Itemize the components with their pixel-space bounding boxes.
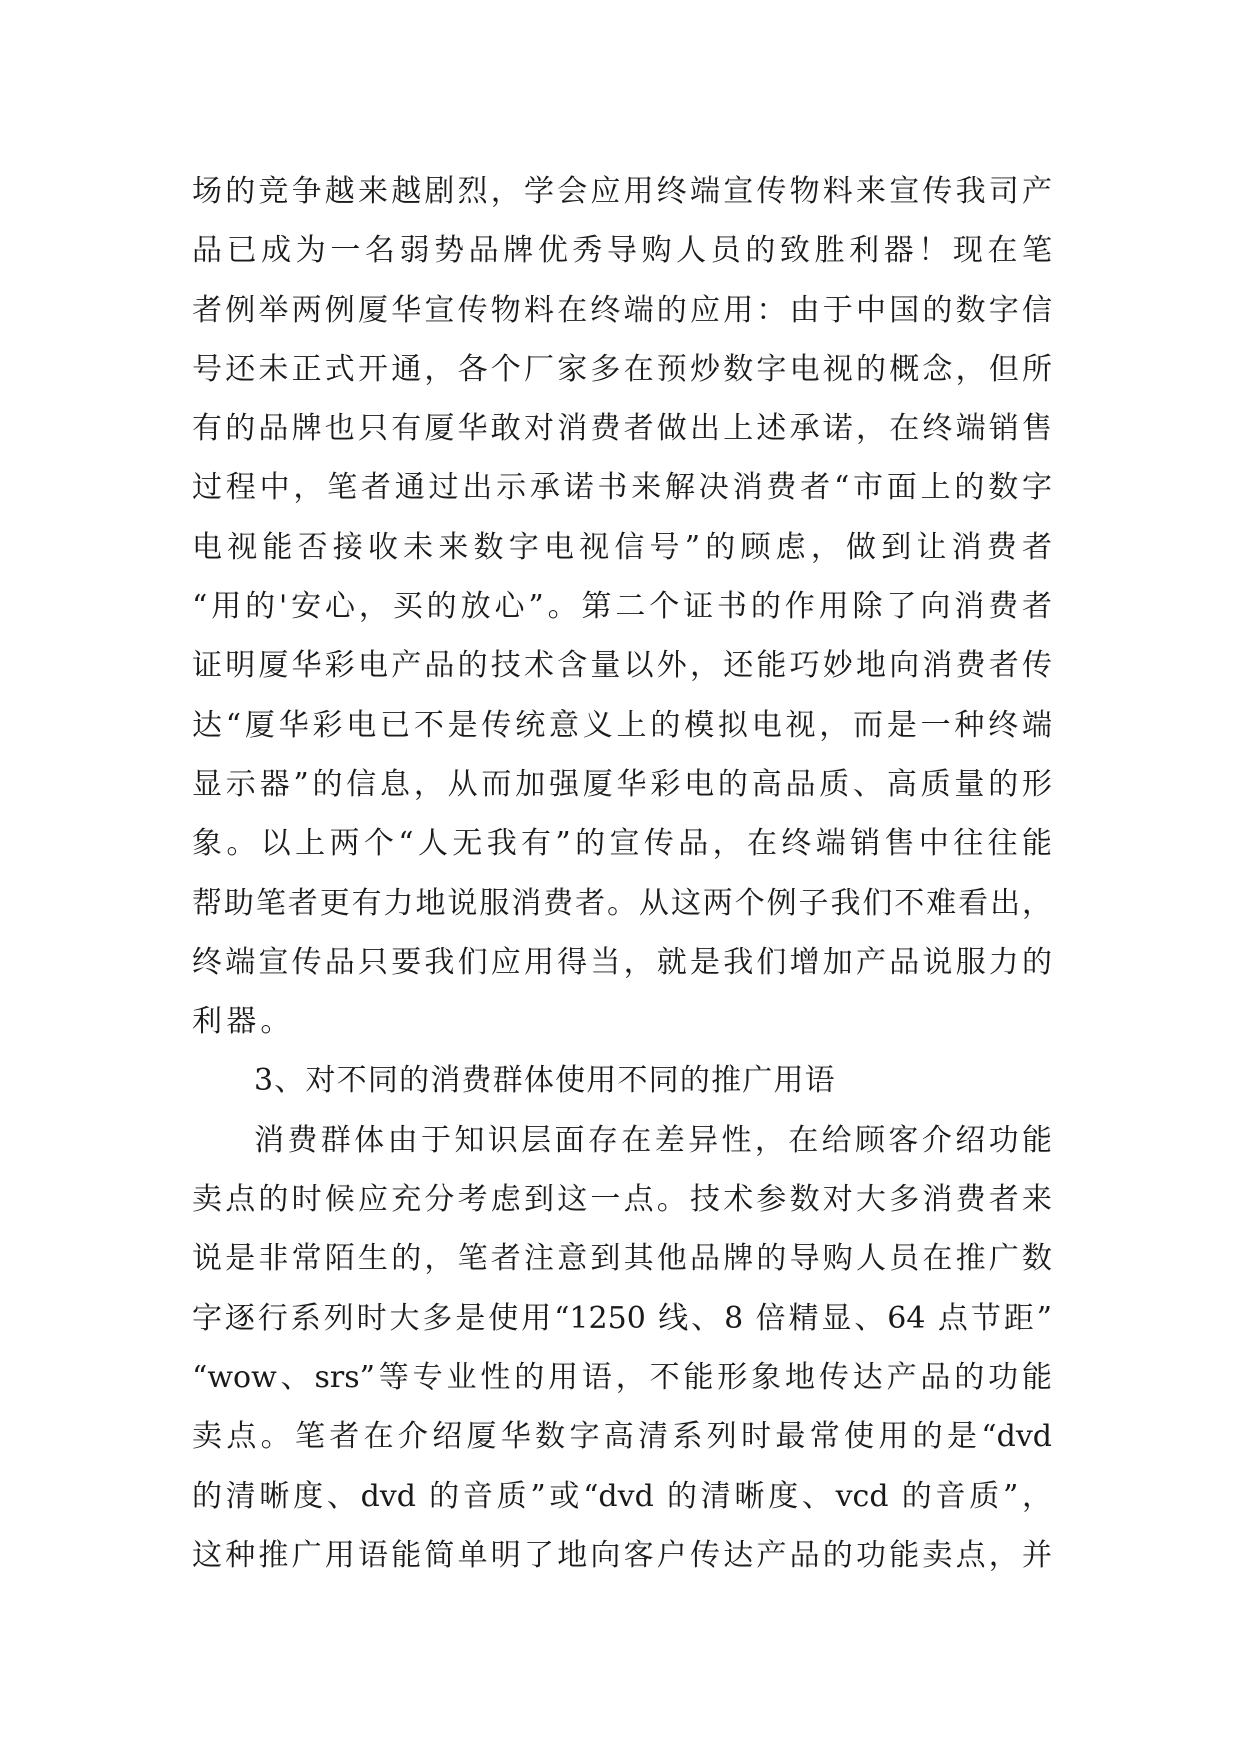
- text-line: 者例举两例厦华宣传物料在终端的应用：由于中国的数字信: [192, 292, 1052, 328]
- paragraph-end-line: 利器。: [192, 1004, 295, 1040]
- paragraph-first-line: 消费群体由于知识层面存在差异性，在给顾客介绍功能: [254, 1122, 1052, 1158]
- text-line: 证明厦华彩电产品的技术含量以外，还能巧妙地向消费者传: [192, 648, 1052, 684]
- text-line: 卖点的时候应充分考虑到这一点。技术参数对大多消费者来: [192, 1182, 1052, 1218]
- text-line: 号还未正式开通，各个厂家多在预炒数字电视的概念，但所: [192, 351, 1052, 387]
- text-line: 帮助笔者更有力地说服消费者。从这两个例子我们不难看出，: [192, 885, 1052, 921]
- text-line: 有的品牌也只有厦华敢对消费者做出上述承诺，在终端销售: [192, 411, 1052, 447]
- text-line: 说是非常陌生的，笔者注意到其他品牌的导购人员在推广数: [192, 1241, 1052, 1277]
- text-line: 达“厦华彩电已不是传统意义上的模拟电视，而是一种终端: [192, 707, 1052, 743]
- text-line: 这种推广用语能简单明了地向客户传达产品的功能卖点，并: [192, 1537, 1052, 1573]
- text-line: 显示器”的信息，从而加强厦华彩电的高品质、高质量的形: [192, 766, 1052, 802]
- text-line: 字逐行系列时大多是使用“1250 线、8 倍精显、64 点节距”: [192, 1300, 1052, 1336]
- body-text: [192, 162, 1052, 1585]
- text-line: 场的竞争越来越剧烈，学会应用终端宣传物料来宣传我司产: [192, 174, 1052, 209]
- text-line: 电视能否接收未来数字电视信号”的顾虑，做到让消费者: [192, 529, 1052, 565]
- text-line: 卖点。笔者在介绍厦华数字高清系列时最常使用的是“dvd: [192, 1419, 1052, 1455]
- text-line: “wow、srs”等专业性的用语，不能形象地传达产品的功能: [192, 1359, 1052, 1395]
- text-line: 终端宣传品只要我们应用得当，就是我们增加产品说服力的: [192, 944, 1052, 980]
- text-line: 品已成为一名弱势品牌优秀导购人员的致胜利器！现在笔: [192, 233, 1052, 269]
- section-heading: 3、对不同的消费群体使用不同的推广用语: [254, 1063, 836, 1099]
- text-line: 象。以上两个“人无我有”的宣传品，在终端销售中往往能: [192, 826, 1052, 862]
- text-line: 的清晰度、dvd 的音质”或“dvd 的清晰度、vcd 的音质”，: [192, 1478, 1052, 1514]
- text-line: 过程中，笔者通过出示承诺书来解决消费者“市面上的数字: [192, 470, 1052, 506]
- text-line: “用的'安心，买的放心”。第二个证书的作用除了向消费者: [192, 589, 1052, 625]
